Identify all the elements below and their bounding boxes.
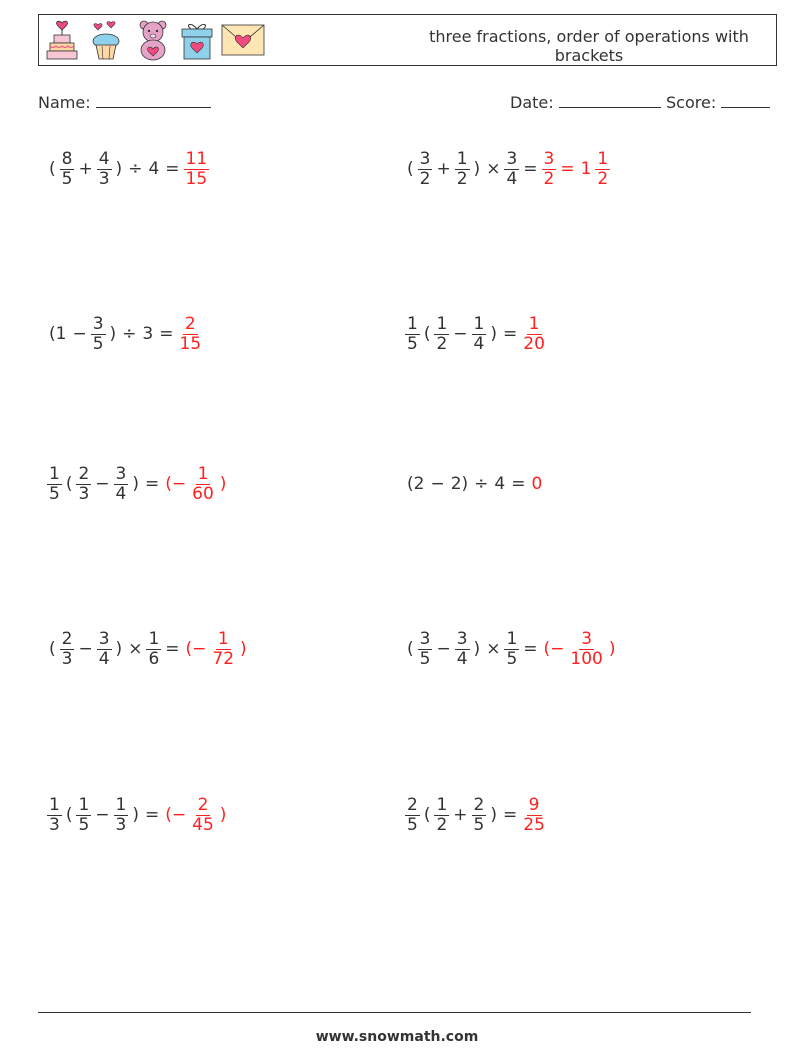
numerator: 9 bbox=[528, 794, 540, 815]
problem-7 bbox=[46, 624, 250, 674]
numerator: 3 bbox=[506, 148, 518, 169]
numerator: 1 bbox=[506, 628, 518, 649]
expression-token: − bbox=[453, 324, 468, 344]
answer-token: (− bbox=[165, 805, 187, 825]
fraction bbox=[455, 150, 470, 189]
numerator: 1 bbox=[597, 148, 609, 169]
expression-token: ) bbox=[109, 324, 117, 344]
numerator: 2 bbox=[197, 794, 209, 815]
header-box bbox=[38, 14, 777, 66]
expression-token: ( bbox=[49, 639, 56, 659]
expression-token: ( bbox=[65, 474, 73, 494]
denominator: 100 bbox=[570, 648, 603, 669]
fraction bbox=[418, 150, 433, 189]
denominator: 5 bbox=[78, 814, 90, 835]
numerator: 1 bbox=[436, 794, 448, 815]
expression-token: = bbox=[165, 639, 180, 659]
answer-token: 1 bbox=[580, 159, 592, 179]
answer-fraction bbox=[521, 796, 547, 835]
denominator: 4 bbox=[115, 483, 127, 504]
answer-token: = bbox=[560, 159, 575, 179]
denominator: 2 bbox=[436, 814, 448, 835]
denominator: 2 bbox=[597, 168, 609, 189]
cake-icon bbox=[45, 19, 79, 61]
fraction bbox=[76, 796, 91, 835]
numerator: 1 bbox=[78, 794, 90, 815]
denominator: 5 bbox=[407, 333, 418, 354]
numerator: 1 bbox=[49, 794, 60, 815]
expression-token: − bbox=[436, 639, 451, 659]
answer-token: ) bbox=[608, 639, 616, 659]
fraction bbox=[405, 796, 420, 835]
denominator: 3 bbox=[115, 814, 127, 835]
expression-token: − bbox=[72, 324, 87, 344]
expression-token: = bbox=[503, 324, 518, 344]
expression-token: ) bbox=[132, 805, 140, 825]
name-label: Name: bbox=[38, 93, 91, 112]
denominator: 5 bbox=[506, 648, 518, 669]
denominator: 15 bbox=[179, 333, 202, 354]
fraction bbox=[434, 796, 449, 835]
denominator: 5 bbox=[49, 483, 60, 504]
expression-token: − bbox=[95, 805, 110, 825]
fraction bbox=[405, 315, 420, 354]
expression-token: = bbox=[511, 474, 526, 494]
problem-2 bbox=[404, 144, 611, 194]
expression-token: ÷ bbox=[128, 159, 143, 179]
denominator: 4 bbox=[506, 168, 518, 189]
answer-token: ) bbox=[219, 805, 227, 825]
numerator: 3 bbox=[98, 628, 110, 649]
denominator: 3 bbox=[49, 814, 60, 835]
expression-token: + bbox=[436, 159, 451, 179]
problem-1 bbox=[46, 144, 210, 194]
denominator: 20 bbox=[523, 333, 545, 354]
expression-token: ÷ bbox=[122, 324, 137, 344]
problem-3 bbox=[46, 309, 204, 359]
fraction bbox=[472, 315, 487, 354]
answer-fraction bbox=[190, 465, 216, 504]
denominator: 4 bbox=[98, 648, 110, 669]
expression-token: ) bbox=[132, 474, 140, 494]
numerator: 2 bbox=[61, 628, 73, 649]
numerator: 1 bbox=[528, 313, 540, 334]
fraction bbox=[418, 630, 433, 669]
numerator: 3 bbox=[92, 313, 104, 334]
problem-9 bbox=[46, 790, 229, 840]
denominator: 2 bbox=[436, 333, 448, 354]
expression-token: ) bbox=[490, 324, 498, 344]
answer-fraction bbox=[595, 150, 610, 189]
denominator: 3 bbox=[98, 168, 110, 189]
denominator: 4 bbox=[473, 333, 485, 354]
numerator: 3 bbox=[543, 148, 555, 169]
expression-token: ( bbox=[423, 805, 431, 825]
denominator: 4 bbox=[456, 648, 468, 669]
denominator: 45 bbox=[192, 814, 214, 835]
denominator: 6 bbox=[148, 648, 160, 669]
denominator: 5 bbox=[473, 814, 485, 835]
love-letter-icon bbox=[220, 23, 266, 57]
fraction bbox=[60, 150, 75, 189]
answer-token: ) bbox=[240, 639, 247, 659]
numerator: 2 bbox=[473, 794, 485, 815]
expression-token: ÷ bbox=[474, 474, 489, 494]
numerator: 4 bbox=[98, 148, 110, 169]
problem-4 bbox=[404, 309, 548, 359]
denominator: 25 bbox=[523, 814, 545, 835]
numerator: 1 bbox=[115, 794, 127, 815]
numerator: 2 bbox=[184, 313, 196, 334]
expression-token: ) bbox=[473, 639, 481, 659]
expression-token: 2) bbox=[450, 474, 469, 494]
fraction bbox=[76, 465, 91, 504]
expression-token: ( bbox=[49, 159, 56, 179]
fraction bbox=[504, 630, 519, 669]
expression-token: ( bbox=[65, 805, 73, 825]
numerator: 3 bbox=[419, 148, 431, 169]
expression-token: ) bbox=[473, 159, 481, 179]
numerator: 3 bbox=[456, 628, 468, 649]
fraction bbox=[455, 630, 470, 669]
answer-token: ) bbox=[219, 474, 227, 494]
expression-token: = bbox=[145, 474, 160, 494]
numerator: 1 bbox=[436, 313, 448, 334]
expression-token: = bbox=[145, 805, 160, 825]
name-blank[interactable] bbox=[96, 93, 211, 108]
date-label: Date: bbox=[510, 93, 554, 112]
fraction bbox=[434, 315, 449, 354]
expression-token: (2 bbox=[407, 474, 425, 494]
expression-token: × bbox=[486, 159, 501, 179]
denominator: 2 bbox=[419, 168, 431, 189]
denominator: 3 bbox=[78, 483, 90, 504]
denominator: 15 bbox=[185, 168, 208, 189]
score-blank[interactable] bbox=[721, 93, 770, 108]
expression-token: 4 bbox=[494, 474, 506, 494]
expression-token: − bbox=[430, 474, 445, 494]
numerator: 1 bbox=[217, 628, 229, 649]
denominator: 3 bbox=[61, 648, 73, 669]
fraction bbox=[91, 315, 106, 354]
date-field bbox=[510, 93, 661, 112]
fraction bbox=[47, 465, 62, 504]
answer-token: 0 bbox=[531, 474, 543, 494]
expression-token: ( bbox=[423, 324, 431, 344]
expression-token: − bbox=[78, 639, 93, 659]
answer-token: (− bbox=[165, 474, 187, 494]
problem-5 bbox=[46, 459, 229, 509]
fraction bbox=[472, 796, 487, 835]
problem-8 bbox=[404, 624, 619, 674]
expression-token: (1 bbox=[49, 324, 67, 344]
expression-token: ) bbox=[490, 805, 498, 825]
score-field bbox=[666, 93, 770, 112]
numerator: 1 bbox=[148, 628, 160, 649]
answer-fraction bbox=[184, 150, 210, 189]
expression-token: = bbox=[165, 159, 180, 179]
fraction bbox=[97, 630, 112, 669]
numerator: 8 bbox=[61, 148, 73, 169]
answer-fraction bbox=[542, 150, 557, 189]
worksheet-title: three fractions, order of operations with brackets bbox=[429, 27, 749, 65]
date-blank[interactable] bbox=[559, 93, 661, 108]
name-field bbox=[38, 93, 211, 112]
expression-token: × bbox=[128, 639, 143, 659]
fraction bbox=[114, 465, 129, 504]
expression-token: 4 bbox=[148, 159, 160, 179]
answer-fraction bbox=[210, 630, 236, 669]
expression-token: × bbox=[486, 639, 501, 659]
expression-token: ( bbox=[407, 159, 414, 179]
answer-fraction bbox=[190, 796, 216, 835]
numerator: 2 bbox=[407, 794, 418, 815]
numerator: 1 bbox=[407, 313, 418, 334]
numerator: 1 bbox=[197, 463, 209, 484]
fraction bbox=[504, 150, 519, 189]
answer-fraction bbox=[178, 315, 204, 354]
answer-fraction bbox=[521, 315, 547, 354]
denominator: 2 bbox=[543, 168, 555, 189]
expression-token: ( bbox=[407, 639, 414, 659]
score-label: Score: bbox=[666, 93, 717, 112]
numerator: 1 bbox=[49, 463, 60, 484]
answer-token: (− bbox=[185, 639, 207, 659]
fraction bbox=[114, 796, 129, 835]
expression-token: = bbox=[523, 159, 538, 179]
footer-divider bbox=[38, 1012, 751, 1013]
problem-10 bbox=[404, 790, 548, 840]
numerator: 2 bbox=[78, 463, 90, 484]
denominator: 5 bbox=[407, 814, 418, 835]
expression-token: = bbox=[503, 805, 518, 825]
fraction bbox=[97, 150, 112, 189]
fraction bbox=[60, 630, 75, 669]
denominator: 5 bbox=[92, 333, 104, 354]
problem-6 bbox=[404, 459, 545, 509]
denominator: 72 bbox=[212, 648, 235, 669]
footer-site: www.snowmath.com bbox=[315, 1029, 479, 1045]
denominator: 60 bbox=[192, 483, 214, 504]
cupcake-icon bbox=[89, 19, 123, 61]
numerator: 3 bbox=[115, 463, 127, 484]
expression-token: ) bbox=[115, 639, 123, 659]
expression-token: + bbox=[453, 805, 468, 825]
expression-token: − bbox=[95, 474, 110, 494]
denominator: 2 bbox=[456, 168, 468, 189]
teddy-bear-icon bbox=[135, 19, 171, 61]
numerator: 11 bbox=[185, 148, 208, 169]
denominator: 5 bbox=[61, 168, 73, 189]
numerator: 1 bbox=[473, 313, 485, 334]
gift-box-icon bbox=[179, 19, 215, 61]
denominator: 5 bbox=[419, 648, 431, 669]
fraction bbox=[146, 630, 161, 669]
answer-fraction bbox=[568, 630, 604, 669]
expression-token: + bbox=[78, 159, 93, 179]
expression-token: ) bbox=[115, 159, 123, 179]
expression-token: = bbox=[159, 324, 174, 344]
fraction bbox=[47, 796, 62, 835]
numerator: 1 bbox=[456, 148, 468, 169]
expression-token: = bbox=[523, 639, 538, 659]
numerator: 3 bbox=[581, 628, 593, 649]
answer-token: (− bbox=[543, 639, 565, 659]
expression-token: 3 bbox=[142, 324, 154, 344]
numerator: 3 bbox=[419, 628, 431, 649]
